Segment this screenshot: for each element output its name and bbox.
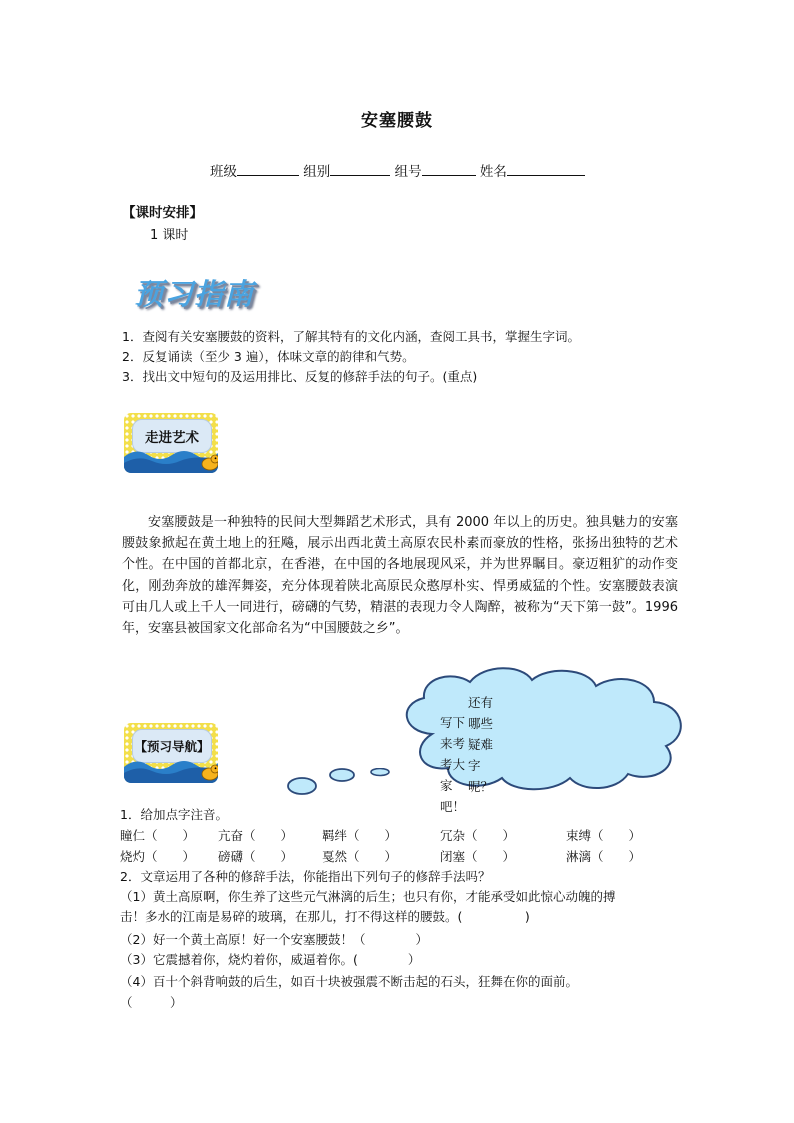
q2-item[interactable]: （3）它震撼着你，烧灼着你，威逼着你。( ） [120,952,421,967]
pinyin-item[interactable]: 亢奋（ ） [218,828,294,843]
preview-guide-title: 预习指南 [134,277,255,311]
q2-item[interactable]: （2）好一个黄土高原！好一个安塞腰鼓！（ ） [120,932,428,947]
q1-row [120,826,680,846]
preview-guide-list [122,327,580,387]
q1-title: 1．给加点字注音。 [120,807,228,822]
pinyin-item[interactable]: 烧灼（ ） [120,849,196,864]
q2-item[interactable]: 击！多水的江南是易碎的玻璃，在那儿，打不得这样的腰鼓。( ) [120,909,530,924]
name-blank[interactable] [507,161,585,176]
q2-item: （4）百十个斜背响鼓的后生，如百十块被强震不断击起的石头，狂舞在你的面前。 [120,974,578,989]
pinyin-item[interactable]: 冗杂（ ） [440,828,516,843]
schedule-value: 1 课时 [150,228,189,243]
page-title: 安塞腰鼓 [361,111,433,131]
bird-icon [198,451,218,473]
q2-answer-blank[interactable]: （ ） [120,995,183,1010]
art-paragraph: 安塞腰鼓是一种独特的民间大型舞蹈艺术形式，具有 2000 年以上的历史。独具魅力的安塞腰鼓象掀起在黄土地上的狂飚，展示出西北黄土高原农民朴素而豪放的性格，张扬出独特的艺术个性。在中国的首都北京，在香港，在中国的各地展现风采，并为世界瞩目。豪迈粗犷的动作变化，刚劲奔放的雄浑舞姿，充分体现着陕北高原民众憨厚朴实、悍勇威猛的个性。安塞腰鼓表演可由几人或上千人一同进行，磅礴的气势，精湛的表现力令人陶醉，被称为“天下第一鼓”。1996 年，安塞县被国家文化部命名为“中国腰鼓之乡”。 [122,515,678,637]
pinyin-item[interactable]: 磅礴（ ） [218,849,294,864]
pinyin-item[interactable]: 淋漓（ ） [566,849,642,864]
pinyin-item[interactable]: 戛然（ ） [322,849,398,864]
nav-badge [124,723,218,783]
art-badge-label: 走进艺术 [132,419,212,453]
list-item: 1．查阅有关安塞腰鼓的资料，了解其特有的文化内涵，查阅工具书，掌握生字词。 [122,329,580,344]
info-line [210,160,585,180]
list-item: 3．找出文中短句的及运用排比、反复的修辞手法的句子。(重点) [122,369,478,384]
name-label: 姓名 [479,164,507,180]
pinyin-item[interactable]: 闭塞（ ） [440,849,516,864]
q1-row [120,847,680,867]
nav-badge-label: 【预习导航】 [132,729,212,763]
schedule-heading: 【课时安排】 [122,205,203,221]
group-label: 组别 [303,164,331,180]
pinyin-item[interactable]: 瞳仁（ ） [120,828,196,843]
number-label: 组号 [394,164,422,180]
class-blank[interactable] [237,161,299,176]
number-blank[interactable] [422,161,476,176]
pinyin-item[interactable]: 束缚（ ） [566,828,642,843]
class-label: 班级 [210,164,237,180]
group-blank[interactable] [330,161,390,176]
q2-item: （1）黄土高原啊，你生养了这些元气淋漓的后生；也只有你，才能承受如此惊心动魄的搏 [120,889,616,904]
cloud-icon [392,664,692,794]
cloud-bubbles [284,768,404,808]
pinyin-item[interactable]: 羁绊（ ） [322,828,398,843]
list-item: 2．反复诵读（至少 3 遍），体味文章的韵律和气势。 [122,349,415,364]
q2-title: 2．文章运用了各种的修辞手法，你能指出下列句子的修辞手法吗？ [120,869,491,884]
cloud-text-line1: 还有哪些疑难字呢？ [468,695,494,794]
art-badge [124,413,218,473]
bird-icon [198,761,218,783]
cloud-text-line2: 写下来考考大家吧！ [440,715,466,814]
